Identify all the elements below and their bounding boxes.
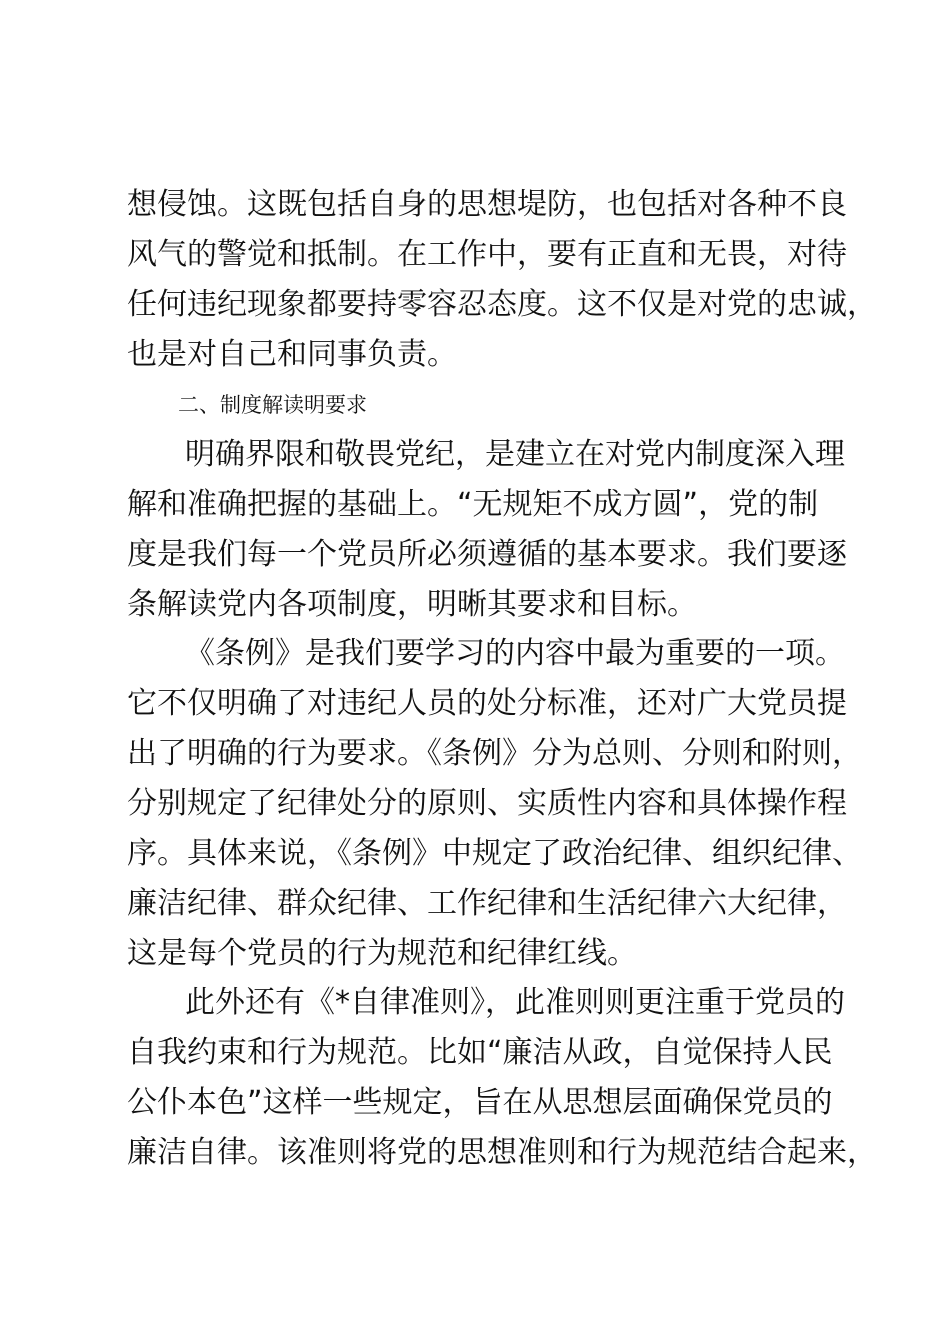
paragraph-1-line-3: 任何违纪现象都要持零容忍态度。这不仅是对党的忠诚， — [127, 287, 877, 322]
paragraph-2-line-1: 明确界限和敬畏党纪，是建立在对党内制度深入理 — [185, 437, 845, 472]
paragraph-3-line-7: 这是每个党员的行为规范和纪律红线。 — [127, 936, 637, 971]
paragraph-3-line-1: 《条例》是我们要学习的内容中最为重要的一项。 — [185, 636, 845, 671]
paragraph-3-line-6: 廉洁纪律、群众纪律、工作纪律和生活纪律六大纪律， — [127, 886, 847, 921]
paragraph-3-line-5: 序。具体来说，《条例》中规定了政治纪律、组织纪律、 — [127, 836, 862, 871]
paragraph-1-line-1: 想侵蚀。这既包括自身的思想堤防，也包括对各种不良 — [127, 187, 847, 222]
paragraph-4-line-1: 此外还有《*自律准则》，此准则则更注重于党员的 — [185, 985, 845, 1020]
paragraph-4-line-3: 公仆本色”这样一些规定，旨在从思想层面确保党员的 — [127, 1085, 833, 1120]
paragraph-1-line-2: 风气的警觉和抵制。在工作中，要有正直和无畏，对待 — [127, 237, 847, 272]
paragraph-4-line-4: 廉洁自律。该准则将党的思想准则和行为规范结合起来， — [127, 1135, 877, 1170]
paragraph-4-line-2: 自我约束和行为规范。比如“廉洁从政，自觉保持人民 — [127, 1035, 833, 1070]
paragraph-1-line-4: 也是对自己和同事负责。 — [127, 337, 457, 372]
paragraph-3-line-4: 分别规定了纪律处分的原则、实质性内容和具体操作程 — [127, 786, 847, 821]
paragraph-3-line-2: 它不仅明确了对违纪人员的处分标准，还对广大党员提 — [127, 686, 847, 721]
paragraph-2-line-4: 条解读党内各项制度，明晰其要求和目标。 — [127, 587, 697, 622]
paragraph-3-line-3: 出了明确的行为要求。《条例》分为总则、分则和附则， — [127, 736, 862, 771]
paragraph-2-line-3: 度是我们每一个党员所必须遵循的基本要求。我们要逐 — [127, 537, 847, 572]
section-heading: 二、制度解读明要求 — [178, 393, 367, 417]
paragraph-2-line-2: 解和准确把握的基础上。“无规矩不成方圆”，党的制 — [127, 487, 819, 522]
